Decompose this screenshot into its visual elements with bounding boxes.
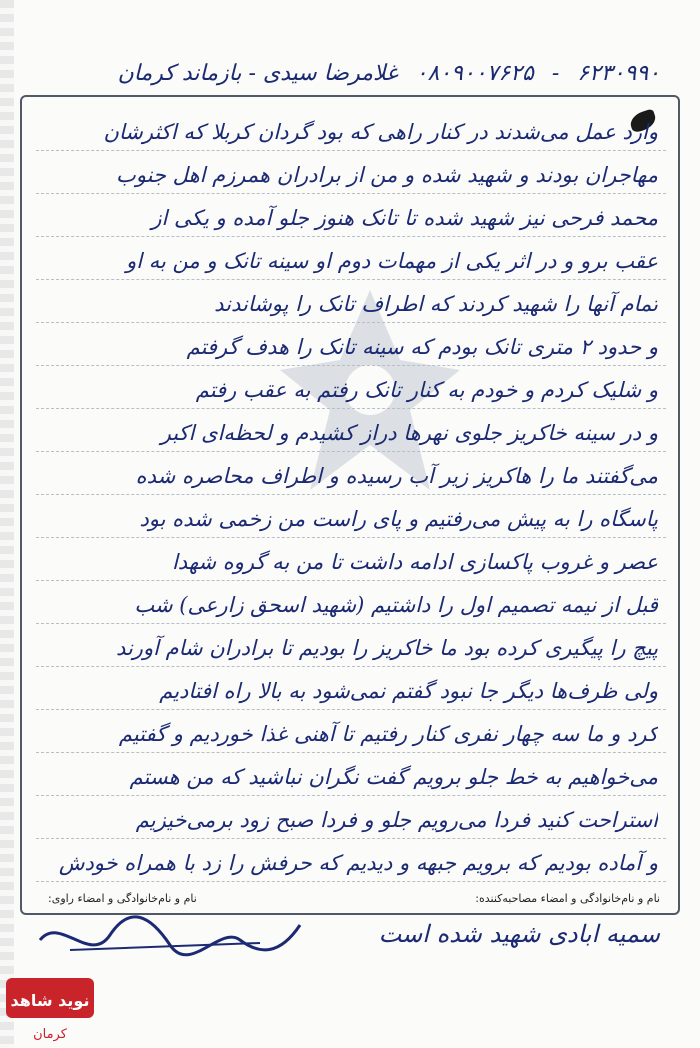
handwritten-line: پیچ را پیگیری کرده بود ما خاکریز را بودیم تا برادران شام آورند (115, 636, 658, 660)
handwritten-line: ولی ظرف‌ها دیگر جا نبود گفتم نمی‌شود به بالا راه افتادیم (159, 679, 658, 703)
handwritten-line: می‌خواهیم به خط جلو برویم گفت نگران نباشید که من هستم (129, 765, 658, 789)
narrator-signature-label: نام و نام‌خانوادگی و امضاء راوی: (48, 892, 197, 905)
logo-text: نوید شاهد (10, 991, 90, 1010)
handwritten-line: و شلیک کردم و خودم به کنار تانک رفتم به عقب رفتم (195, 378, 658, 402)
handwritten-line: و حدود ۲ متری تانک بودم که سینه تانک را هدف گرفتم (186, 335, 658, 359)
handwritten-line: کرد و ما سه چهار نفری کنار رفتیم تا آهنی غذا خوردیم و گفتیم (118, 722, 658, 746)
logo-subtext: کرمان (33, 1027, 67, 1042)
header-number-a: ۶۲۳۰۹۹۰ (577, 60, 660, 86)
handwritten-line: مهاجران بودند و شهید شده و من از برادران همرزم اهل جنوب (116, 163, 658, 187)
handwritten-signature (30, 905, 310, 975)
handwritten-line: تمام آنها را شهید کردند که اطراف تانک را پوشاندند (214, 292, 658, 316)
header-name: غلامرضا سیدی - بازماند کرمان (117, 60, 398, 86)
header-number-b: ۰۸۰۹۰۰۷۶۲۵ (415, 60, 534, 86)
navid-shahed-logo (0, 972, 100, 1044)
handwritten-line: عصر و غروب پاکسازی ادامه داشت تا من به گروه شهدا (171, 550, 658, 574)
handwritten-line: و آماده بودیم که برویم جبهه و دیدیم که حرفش را زد با همراه خودش (58, 851, 658, 875)
handwritten-line: و در سینه خاکریز جلوی نهرها دراز کشیدم و لحظه‌ای اکبر (160, 421, 658, 445)
signature-note: سمیه ابادی شهید شده است (378, 920, 660, 948)
handwritten-line: عقب برو و در اثر یکی از مهمات دوم او سینه تانک و من به او (126, 249, 658, 273)
binding-edge (0, 0, 14, 1048)
handwritten-line: وارد عمل می‌شدند در کنار راهی که بود گردان کربلا که اکثرشان (103, 120, 658, 144)
handwritten-line: محمد فرحی نیز شهید شده تا تانک هنوز جلو آمده و یکی از (151, 206, 658, 230)
interviewer-signature-label: نام و نام‌خانوادگی و امضاء مصاحبه‌کننده: (475, 892, 660, 905)
handwritten-line: می‌گفتند ما را هاکریز زیر آب رسیده و اطراف محاصره شده (135, 464, 658, 488)
handwritten-line: استراحت کنید فردا می‌رویم جلو و فردا صبح زود برمی‌خیزیم (135, 808, 658, 832)
header-dash: - (551, 60, 560, 86)
handwritten-line: پاسگاه را به پیش می‌رفتیم و پای راست من زخمی شده بود (139, 507, 658, 531)
handwritten-line: قبل از نیمه تصمیم اول را داشتیم (شهید اسحق زارعی) شب (134, 593, 658, 617)
page-header (40, 56, 660, 90)
